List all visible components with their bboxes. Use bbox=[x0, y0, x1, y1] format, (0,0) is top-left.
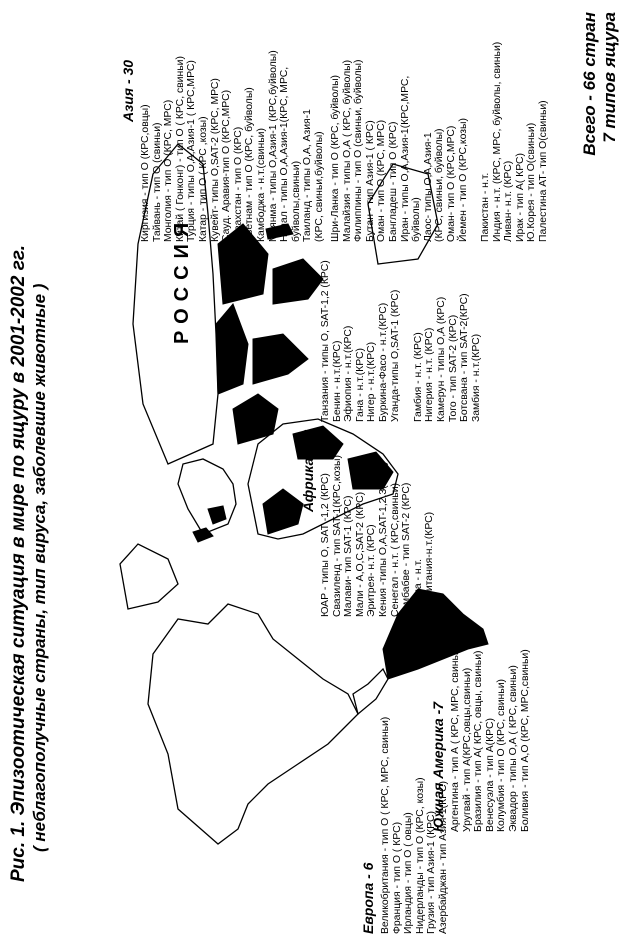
list-item: Катар - тип О ( КРС ,козы) bbox=[197, 116, 209, 242]
figure-title: Рис. 1. Эпизоотическая ситуация в мире по ящуру в 2001-2002 гг. bbox=[8, 244, 29, 882]
list-item: Бангладеш - тип О (КРС) bbox=[387, 121, 399, 242]
list-item: Пакистан - н.т. bbox=[480, 172, 491, 242]
list-item: Нидерланды - тип О (КРС, козы) bbox=[414, 777, 426, 934]
europe-heading: Европа - 6 bbox=[360, 862, 376, 934]
list-item: Шри-Ланка - тип О (КРС, буйволы) bbox=[330, 74, 341, 242]
list-item: Того - тип SAT-2 (КРС) bbox=[447, 314, 459, 422]
asia-list-col1 bbox=[140, 50, 326, 242]
list-item: Эфиопия - н.т.(КРС) bbox=[343, 325, 355, 422]
list-item: Камбоджа - н.т.(свиньи) bbox=[255, 128, 267, 242]
figure-subtitle: ( неблагополучные страны, тип вируса, заболевшие животные ) bbox=[30, 283, 49, 852]
asia-heading: Азия - 30 bbox=[120, 59, 136, 122]
list-item: Нигерия - н.т. (КРС) bbox=[424, 327, 436, 422]
list-item: Лаос- типы О,А,Азия-1 bbox=[422, 132, 434, 242]
central-america bbox=[353, 669, 388, 714]
list-item: Индия - н.т. (КРС, МРС, буйволы, свиньи) bbox=[491, 41, 503, 242]
europe bbox=[178, 459, 236, 534]
list-item: Гана - н.т.(КРС) bbox=[354, 348, 366, 422]
list-item: Бразилия - тип А( КРС, овцы, свиньи) bbox=[473, 650, 485, 832]
list-item: Нигер - н.т.(КРС) bbox=[366, 341, 378, 422]
southeast-asia bbox=[273, 259, 323, 304]
list-item: ЮАР - типы О, SAT -1,2 (КРС) bbox=[320, 473, 331, 617]
list-item: Эквадор - типы О,А ( КРС, свиньи) bbox=[507, 665, 519, 832]
africa-heading: Африка - 23 bbox=[300, 429, 316, 512]
summary bbox=[580, 12, 620, 252]
list-item: Иран - типы О,А,Азия-1(КРС,МРС, bbox=[399, 75, 411, 242]
list-item: Буркина-Фасо - н.т.(КРС) bbox=[377, 302, 389, 422]
greenland bbox=[120, 544, 178, 609]
list-item: Гамбия - н.т. (КРС) bbox=[412, 332, 424, 422]
list-item: Бутан - тип Азия-1 ( КРС) bbox=[364, 120, 376, 242]
south-asia bbox=[253, 334, 308, 384]
list-item: Казахстан - тип О (КРС) bbox=[232, 126, 244, 242]
list-item: Великобритания - тип О ( КРС, МРС, свиньи) bbox=[380, 716, 391, 934]
list-item: Венесуэла - тип А(КРС) bbox=[484, 718, 496, 832]
list-item: буйволы,свиньи) bbox=[290, 160, 302, 242]
list-item: Малави- тип SAT-1 (КРС) bbox=[343, 495, 355, 617]
summary-countries: Всего - 66 стран bbox=[580, 12, 599, 156]
list-item: Уругвай - тип А(КРС,овцы,свиньи) bbox=[461, 667, 473, 832]
list-item: Аргентина - тип А ( КРС, МРС, свиньи) bbox=[450, 645, 461, 832]
summary-types: 7 типов ящура bbox=[600, 12, 619, 143]
list-item: (КРС, свиньи, буйволы) bbox=[434, 128, 446, 242]
list-item: Ю.Корея - тип О(свиньи) bbox=[526, 122, 538, 242]
list-item: Сауд. Аравия-тип О (КРС,МРС) bbox=[221, 89, 233, 242]
list-item: Мьянма - типы О,Азия-1 (КРС,буйволы) bbox=[267, 50, 279, 242]
list-item: Азербайджан - тип Азия-1(КРС) bbox=[437, 781, 449, 934]
list-item: Китай ( Гонконг) - тип О ( КРС, свиньи) bbox=[174, 56, 186, 242]
list-item: Франция - тип О ( КРС) bbox=[391, 821, 403, 934]
russia-label: РОССИЯ bbox=[171, 215, 193, 344]
list-item: Оман - тип О (КРС, МРС) bbox=[376, 119, 388, 242]
list-item: Замбабве - тип SAT-2 (КРС) bbox=[401, 482, 413, 617]
list-item: Эритрея- н.т. (КРС) bbox=[366, 524, 378, 617]
list-item: Замбия - н.т.(КРС) bbox=[470, 333, 482, 422]
africa-list-col1 bbox=[320, 455, 436, 617]
list-item: Йемен - тип О (КРС,козы) bbox=[457, 118, 469, 242]
list-item: Монголия - тип О (КРС, МРС) bbox=[163, 99, 175, 242]
list-item: Палестина АТ- тип О(свиньи) bbox=[537, 100, 549, 242]
list-item: Малайзия - типы О,А ( КРС, буйволы) bbox=[341, 59, 353, 242]
list-item: Таиланд - типы О,А, Азия-1 bbox=[302, 109, 314, 242]
list-item: Ирландия - тип О ( овцы) bbox=[403, 812, 415, 934]
north-america bbox=[148, 604, 358, 844]
list-item: Ботсвана - тип SAT-2(КРС) bbox=[459, 293, 471, 422]
list-item: Филиппины - тип О (свиньи, буйволы) bbox=[353, 59, 365, 242]
list-item: Турция - типы О,А,Азия-1 ( КРС,МРС) bbox=[186, 60, 198, 242]
list-item: Боливия - тип А,О (КРС, МРС,свиньи) bbox=[519, 649, 531, 832]
list-item: Кения -типы О,А,SAT-1,2,3(КРС) bbox=[377, 461, 389, 617]
list-item: Ангола - н.т. bbox=[412, 559, 424, 617]
list-item: Бенин - н.т.(КРС) bbox=[331, 340, 343, 422]
list-item: Кувейт- типы О,SAT-2 (КРС, МРС) bbox=[209, 78, 221, 242]
list-item bbox=[401, 260, 413, 422]
asia-list-col3 bbox=[480, 42, 550, 242]
central-asia bbox=[216, 304, 248, 394]
list-item: буйволы) bbox=[411, 197, 423, 242]
south-america-heading: Южная Америка -7 bbox=[430, 701, 446, 832]
list-item: Ливан- н.т. (КРС) bbox=[503, 160, 515, 242]
list-item: Камерун - типы О,А (КРС) bbox=[435, 296, 447, 422]
list-item: Непал - типы О,А,Азия-1(КРС, МРС, bbox=[279, 66, 291, 242]
list-item: Грузия - тип Азия-1 (КРС) bbox=[426, 811, 438, 934]
list-item: Вьетнам - тип О (КРС, буйволы) bbox=[244, 87, 256, 242]
list-item: Уганда-типы О,SAT-1 (КРС) bbox=[389, 289, 401, 422]
list-item: Мали - А,О,С,SAT-2 (КРС) bbox=[354, 491, 366, 617]
list-item: Мавритания-н.т.(КРС) bbox=[424, 511, 436, 617]
list-item: Сенегал - н.т. ( КРС,свиньи) bbox=[389, 483, 401, 617]
asia-list-col2 bbox=[330, 60, 469, 243]
list-item: Свазиленд - тип SAT-1(КРС,козы) bbox=[331, 455, 343, 617]
africa-list-col2 bbox=[320, 260, 482, 422]
list-item: Киргизия - тип О (КРС,овцы) bbox=[140, 104, 151, 242]
list-item: Танзания - типы О, SAT-1,2 (КРС) bbox=[320, 260, 331, 422]
list-item: (КРС, свиньи,буйволы) bbox=[313, 131, 325, 242]
list-item: Оман- тип О (КРС,МРС) bbox=[445, 125, 457, 242]
list-item: Тайвань - тип О (свиньи) bbox=[151, 122, 163, 242]
list-item: Колумбия - тип О (КРС, свиньи) bbox=[496, 679, 508, 832]
south-america-list bbox=[450, 646, 531, 832]
list-item: Ирак - тип А( КРС) bbox=[514, 153, 526, 242]
